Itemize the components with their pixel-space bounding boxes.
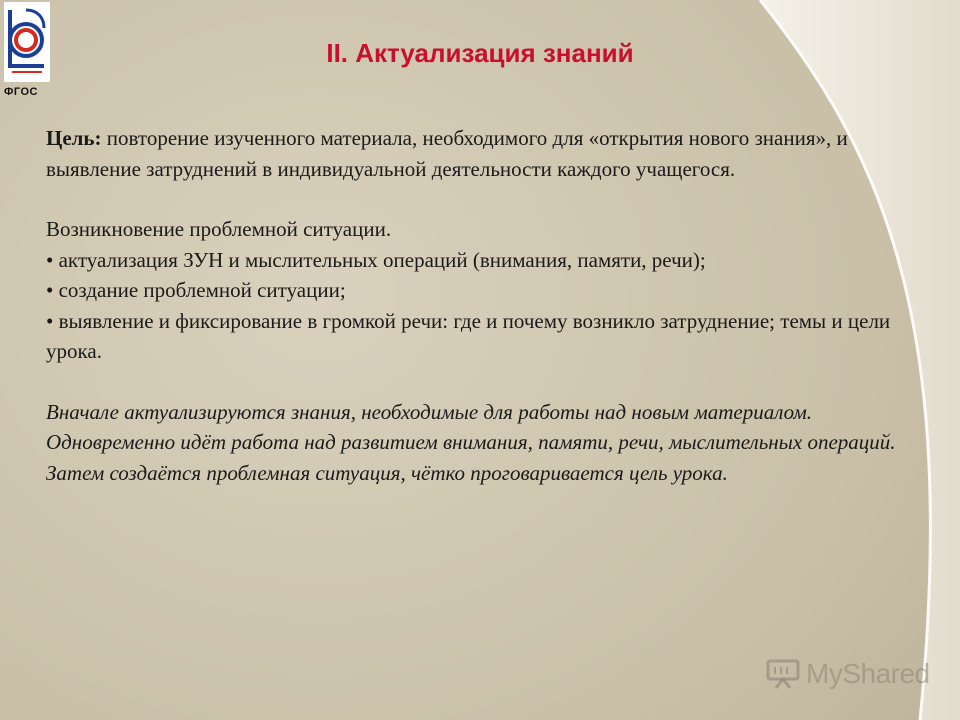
fgos-logo bbox=[4, 2, 50, 100]
bullet-item: • актуализация ЗУН и мыслительных операций (внимания, памяти, речи); bbox=[46, 247, 706, 272]
note-paragraph: Вначале актуализируются знания, необходимые для работы над новым материалом. Одновременно идёт работа над развитием внимания, памяти, речи, мыслительных операций. bbox=[46, 399, 896, 454]
goal-paragraph bbox=[46, 123, 926, 184]
goal-label: Цель: bbox=[46, 126, 102, 150]
presentation-board-icon bbox=[766, 659, 800, 689]
logo-badge bbox=[4, 2, 50, 82]
bullet-item: • создание проблемной ситуации; bbox=[46, 278, 346, 302]
fgos-emblem-icon bbox=[4, 2, 50, 82]
note-paragraph: Затем создаётся проблемная ситуация, чётко проговаривается цель урока. bbox=[46, 460, 728, 485]
logo-caption: ФГОС bbox=[4, 86, 38, 98]
goal-text: повторение изученного материала, необходимого для «открытия нового знания», и выявление затруднений в индивидуальной деятельности каждого учащегося. bbox=[46, 126, 848, 181]
bullet-item: • выявление и фиксирование в громкой речи: где и почему возникло затруднение; темы и цели урока. bbox=[46, 308, 891, 363]
watermark bbox=[766, 654, 956, 694]
watermark-text: MyShared bbox=[806, 658, 930, 689]
situation-heading: Возникновение проблемной ситуации. bbox=[46, 217, 392, 241]
slide-content bbox=[46, 123, 926, 488]
slide-title: II. Актуализация знаний bbox=[326, 38, 634, 68]
